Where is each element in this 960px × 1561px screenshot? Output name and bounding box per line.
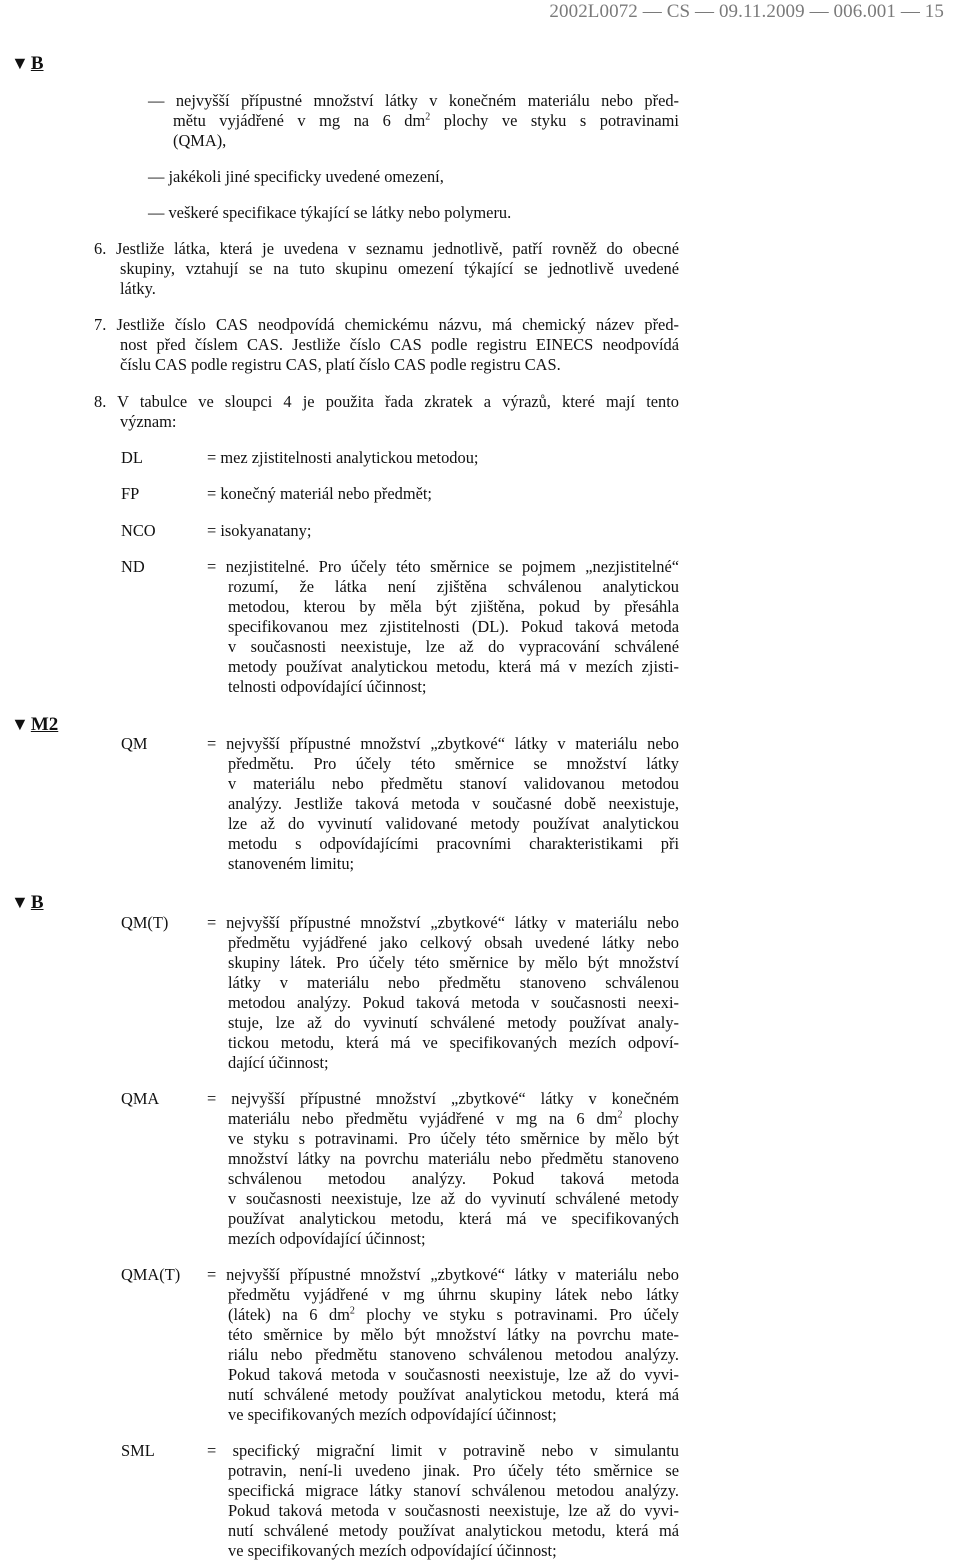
text-line: (látek) na 6 $dm^2$ plochy ve styku s potravinami. Pro účely: [228, 1305, 679, 1324]
text-line: 8. V tabulce ve sloupci 4 je použita řada zkratek a výrazů, které mají tento: [94, 392, 679, 411]
triangle-down-icon: ▼: [11, 892, 29, 912]
text-line: = nejvyšší přípustné množství „zbytkové“ látky v materiálu nebo: [207, 1265, 679, 1284]
text-line: telnosti odpovídající účinnost;: [228, 677, 427, 696]
text-line: 7. Jestliže číslo CAS neodpovídá chemickému názvu, má chemický název před-: [94, 315, 679, 334]
text-line: předmětu vyjádřené v mg úhrnu skupiny látek nebo látky: [228, 1285, 679, 1304]
text-line: rozumí, že látka není zjištěna schválenou analytickou: [228, 577, 679, 596]
text-line: dající účinnost;: [228, 1053, 329, 1072]
text-line: materiálu nebo předmětu vyjádřené v mg na 6 $dm^2$ plochy: [228, 1109, 679, 1128]
text-line: = konečný materiál nebo předmět;: [207, 484, 432, 503]
text-line: v současnosti neexistuje, lze až do vypracování schválené: [228, 637, 679, 656]
definition-text: [207, 913, 679, 1073]
dash-item-other-limits: — jakékoli jiné specificky uvedené omezení,: [148, 167, 444, 186]
definition-text: [207, 1089, 679, 1249]
text-line: skupiny, vztahují se na tuto skupinu omezení týkající se jednotlivě uvedené: [120, 259, 679, 278]
text-line: ve specifikovaných mezích odpovídající účinnost;: [228, 1405, 557, 1424]
text-line: riálu nebo předmětu stanoveno schválenou metodou analýzy.: [228, 1345, 679, 1364]
definition-term: NCO: [121, 521, 156, 540]
text-line: číslu CAS podle registru CAS, platí číslo CAS podle registru CAS.: [120, 355, 561, 374]
marker-label: B: [30, 53, 44, 74]
paragraph-8: [94, 392, 679, 432]
text-line: = nezjistitelné. Pro účely této směrnice se pojmem „nezjistitelné“: [207, 557, 679, 576]
text-line: látky.: [120, 279, 156, 298]
text-line: metodou, kterou by měla být zjištěna, pokud by přesáhla: [228, 597, 679, 616]
marker-b-top: [11, 52, 44, 75]
dash-item-qma: [148, 91, 679, 151]
text-line: schválenou metodou analýzy. Pokud taková metoda: [228, 1169, 679, 1188]
text-line: v materiálu nebo předmětu stanoví validovanou metodou: [228, 774, 679, 793]
text-line: = nejvyšší přípustné množství „zbytkové“ látky v konečném: [207, 1089, 679, 1108]
definition-text: [207, 734, 679, 874]
definition-term: QMA: [121, 1089, 160, 1108]
text-line: nost před číslem CAS. Jestliže číslo CAS podle registru EINECS neodpovídá: [120, 335, 679, 354]
definition-term: FP: [121, 484, 140, 503]
text-line: ve styku s potravinami. Pro účely této směrnice by mělo být: [228, 1129, 679, 1148]
definition-term: DL: [121, 448, 143, 467]
text-line: mětu vyjádřené v mg na 6 $dm^2$ plochy ve styku s potravinami: [173, 111, 679, 130]
marker-label: B: [30, 892, 44, 913]
definition-term: ND: [121, 557, 145, 576]
definition-text: [207, 484, 679, 504]
page-header: 2002L0072 — CS — 09.11.2009 — 006.001 — 15: [549, 1, 944, 22]
text-line: mezích odpovídající účinnost;: [228, 1229, 426, 1248]
text-line: této směrnice by mělo být množství látky na povrchu mate-: [228, 1325, 679, 1344]
triangle-down-icon: ▼: [11, 714, 29, 734]
text-line: skupiny látek. Pro účely této směrnice by mělo být množství: [228, 953, 679, 972]
definition-term: SML: [121, 1441, 155, 1460]
text-line: = nejvyšší přípustné množství „zbytkové“ látky v materiálu nebo: [207, 734, 679, 753]
definition-term: QM: [121, 734, 148, 753]
definition-term: QMA(T): [121, 1265, 181, 1284]
paragraph-6: [94, 239, 679, 299]
definition-text: [207, 448, 679, 468]
text-line: stanoveném limitu;: [228, 854, 355, 873]
text-line: = mez zjistitelnosti analytickou metodou;: [207, 448, 479, 467]
text-line: (QMA),: [173, 131, 227, 150]
paragraph-7: [94, 315, 679, 375]
definition-text: [207, 1441, 679, 1561]
marker-b-lower: [11, 891, 44, 914]
text-line: tickou metodu, která má ve specifikovaných mezích odpoví-: [228, 1033, 679, 1052]
text-line: metody používat analytickou metodu, která má v mezích zjisti-: [228, 657, 679, 676]
marker-label: M2: [30, 714, 59, 735]
text-line: nutí schválené metody používat analytickou metodu, která má: [228, 1385, 679, 1404]
text-line: specifická migrace látky stanoví schválenou metodou analýzy.: [228, 1481, 679, 1500]
dash-item-specifications: — veškeré specifikace týkající se látky nebo polymeru.: [148, 203, 512, 222]
text-line: specifikovanou mez zjistitelnosti (DL). Pokud taková metoda: [228, 617, 679, 636]
definition-text: [207, 557, 679, 697]
text-line: význam:: [120, 412, 177, 431]
text-line: = isokyanatany;: [207, 521, 312, 540]
text-line: množství látky na povrchu materiálu nebo předmětu stanoveno: [228, 1149, 679, 1168]
text-line: Pokud taková metoda v současnosti neexistuje, lze až do vyvi-: [228, 1365, 679, 1384]
text-line: = nejvyšší přípustné množství „zbytkové“ látky v materiálu nebo: [207, 913, 679, 932]
definition-text: [207, 521, 679, 541]
text-line: předmětu vyjádřené jako celkový obsah uvedené látky nebo: [228, 933, 679, 952]
text-line: používat analytickou metodu, která má ve specifikovaných: [228, 1209, 679, 1228]
text-line: lze až do vyvinutí validované metody používat analytickou: [228, 814, 679, 833]
triangle-down-icon: ▼: [11, 53, 29, 73]
text-line: analýzy. Jestliže taková metoda v současné době neexistuje,: [228, 794, 679, 813]
text-line: 6. Jestliže látka, která je uvedena v seznamu jednotlivě, patří rovněž do obecné: [94, 239, 679, 258]
text-line: — nejvyšší přípustné množství látky v konečném materiálu nebo před-: [148, 91, 679, 110]
marker-m2: [11, 713, 58, 736]
definition-term: QM(T): [121, 913, 169, 932]
text-line: metodou analýzy. Pokud taková metoda v současnosti neexi-: [228, 993, 679, 1012]
text-line: předmětu. Pro účely této směrnice se množství látky: [228, 754, 679, 773]
text-line: nutí schválené metody používat analytickou metodu, která má: [228, 1521, 679, 1540]
text-line: = specifický migrační limit v potravině nebo v simulantu: [207, 1441, 679, 1460]
text-line: stuje, lze až do vyvinutí schválené metody používat analy-: [228, 1013, 679, 1032]
text-line: metodu s odpovídajícími pracovními charakteristikami při: [228, 834, 679, 853]
text-line: v současnosti neexistuje, lze až do vyvinutí schválené metody: [228, 1189, 679, 1208]
definition-text: [207, 1265, 679, 1425]
text-line: potravin, není-li uvedeno jinak. Pro účely této směrnice se: [228, 1461, 679, 1480]
text-line: Pokud taková metoda v současnosti neexistuje, lze až do vyvi-: [228, 1501, 679, 1520]
text-line: ve specifikovaných mezích odpovídající účinnost;: [228, 1541, 557, 1560]
text-line: látky v materiálu nebo předmětu stanoveno schválenou: [228, 973, 679, 992]
